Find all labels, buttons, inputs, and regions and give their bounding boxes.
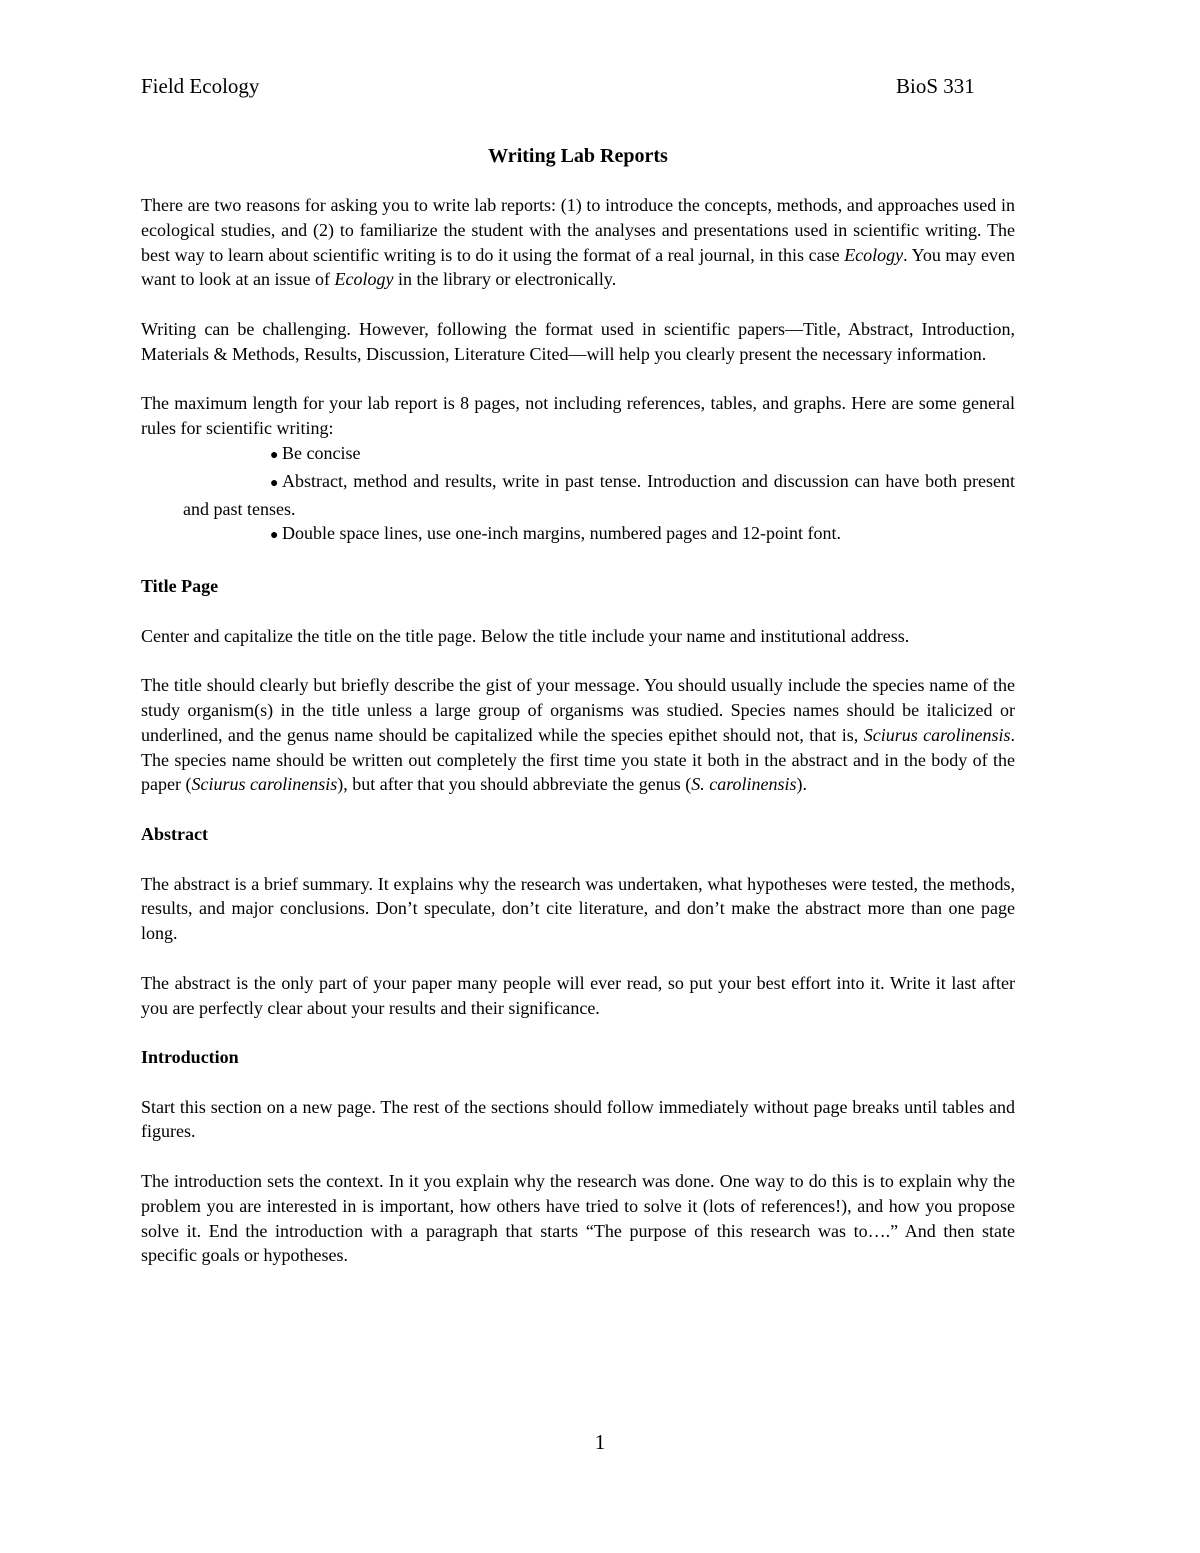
- section-heading-introduction: Introduction: [141, 1047, 239, 1068]
- journal-name-ecology-2: Ecology: [334, 269, 394, 290]
- species-name: Sciurus carolinensis: [863, 724, 1011, 745]
- intro-paragraph-1: [141, 193, 1015, 292]
- journal-name-ecology: Ecology: [844, 244, 904, 265]
- intro-paragraph-3: The maximum length for your lab report is 8 pages, not including references, tables, and graphs. Here are some general rules for scientific writing:: [141, 393, 1015, 439]
- header-course-code: BioS 331: [896, 74, 975, 98]
- introduction-paragraph-2: The introduction sets the context. In it you explain why the research was done. One way to do this is to explain why the problem you are interested in is important, how others have tried to solve it (lots of references!), and how you propose solve it. End the introduction with a paragraph that starts “The purpose of this research was to….” And then state specific goals or hypotheses.: [141, 1171, 1015, 1266]
- intro-paragraph-2: Writing can be challenging. However, following the format used in scientific papers—Title, Abstract, Introduction, Materials & Methods, Results, Discussion, Literature Cited—will help you clearly present the necessary information.: [141, 318, 1015, 364]
- rules-list-item: [141, 521, 1015, 549]
- species-name-2: Sciurus carolinensis: [191, 774, 338, 795]
- bullet-icon: ●: [270, 447, 279, 463]
- title-page-p2-text-c: ), but after that you should abbreviate the genus (: [337, 774, 692, 795]
- rule-text: Double space lines, use one-inch margins, numbered pages and 12-point font.: [282, 523, 842, 544]
- title-page-paragraph-2: [141, 673, 1015, 797]
- rules-list: [141, 441, 1015, 549]
- rules-list-item: [141, 441, 1015, 469]
- document-title: Writing Lab Reports: [488, 145, 668, 167]
- abstract-paragraph-1: The abstract is a brief summary. It explains why the research was undertaken, what hypotheses were tested, the methods, results, and major conclusions. Don’t speculate, don’t cite literature, and don’t make the abstract more than one page long.: [141, 873, 1015, 944]
- header-course-name: Field Ecology: [141, 74, 260, 98]
- bullet-icon: ●: [270, 475, 279, 491]
- title-page-p2-text-b: . The species name should be written out completely the first time you state it both in the abstract and in the body of the paper (: [141, 724, 1015, 795]
- title-page-p2-text-d: ).: [796, 774, 808, 795]
- page-number: 1: [594, 1430, 606, 1454]
- rules-list-item: [141, 469, 1015, 522]
- section-heading-title-page: Title Page: [141, 575, 219, 596]
- rule-text: Be concise: [282, 442, 361, 463]
- introduction-paragraph-1: Start this section on a new page. The rest of the sections should follow immediately without page breaks until tables and figures.: [141, 1096, 1015, 1142]
- section-heading-abstract: Abstract: [141, 823, 208, 844]
- title-page-paragraph-1: Center and capitalize the title on the title page. Below the title include your name and institutional address.: [141, 625, 910, 646]
- title-page-p2-text-a: The title should clearly but briefly describe the gist of your message. You should usually include the species name of the study organism(s) in the title unless a large group of organisms was studied. Species names should be italicized or underlined, and the genus name should be capitalized while the species epithet should not, that is,: [141, 675, 1015, 745]
- rule-text: Abstract, method and results, write in past tense. Introduction and discussion can have both present and past tenses.: [183, 470, 1015, 519]
- abstract-paragraph-2: The abstract is the only part of your paper many people will ever read, so put your best effort into it. Write it last after you are perfectly clear about your results and their significance.: [141, 972, 1015, 1018]
- intro-p1-text-b: . You may even want to look at an issue of: [141, 244, 1016, 290]
- document-body: [141, 143, 1015, 1293]
- intro-p1-text-a: There are two reasons for asking you to write lab reports: (1) to introduce the concepts, methods, and approaches used in ecological studies, and (2) to familiarize the student with the analyses and presentations used in scientific writing. The best way to learn about scientific writing is to do it using the format of a real journal, in this case: [141, 195, 1015, 265]
- species-name-abbreviated: S. carolinensis: [691, 774, 797, 795]
- intro-p1-text-c: in the library or electronically.: [393, 269, 617, 290]
- bullet-icon: ●: [270, 528, 279, 544]
